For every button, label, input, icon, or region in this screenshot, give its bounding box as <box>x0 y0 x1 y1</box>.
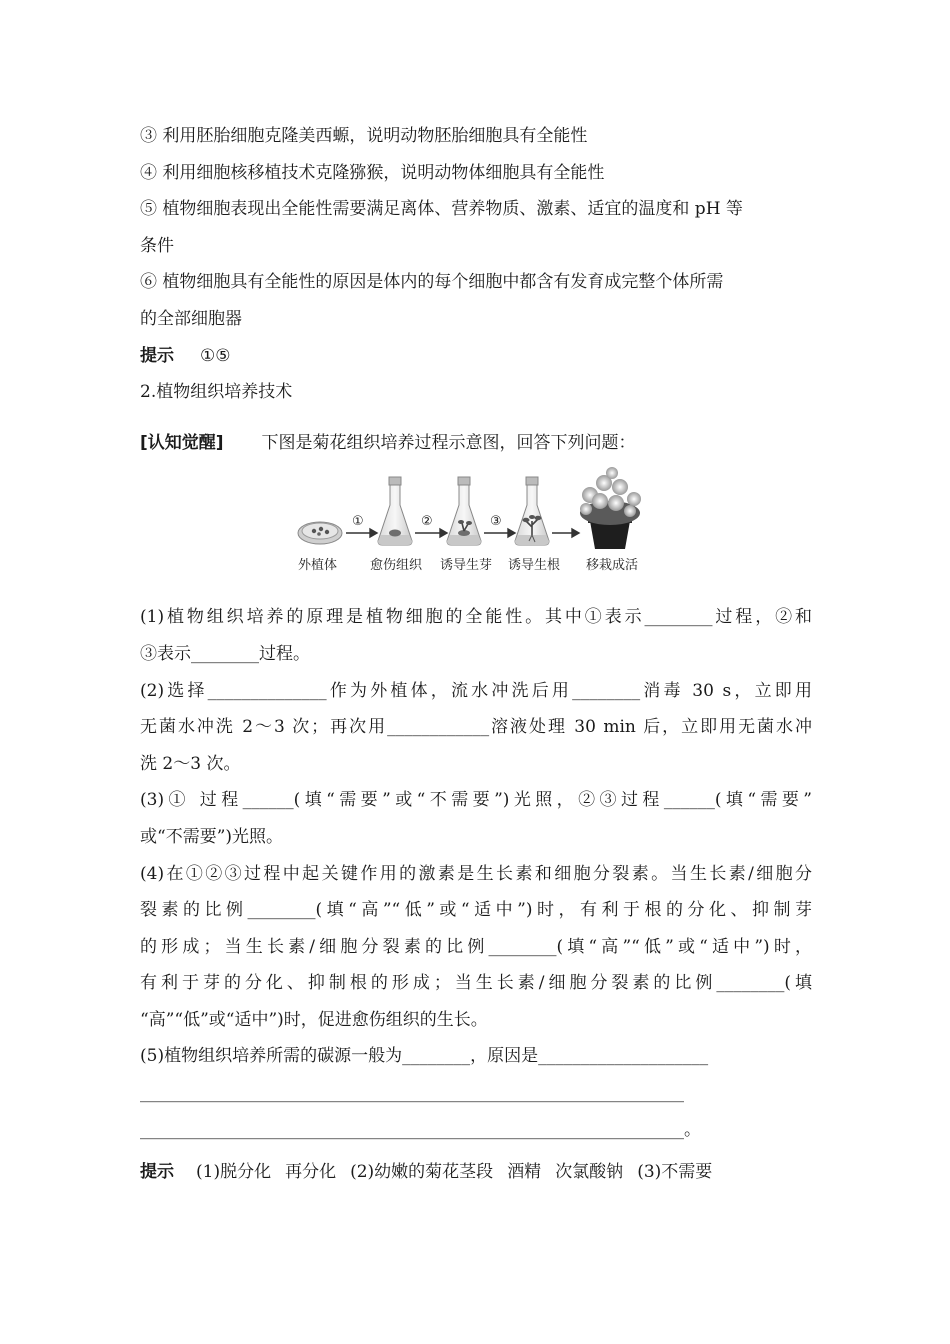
step-label-3: ③ <box>490 514 502 530</box>
label-root: 诱导生根 <box>508 558 561 574</box>
question-2-line3: 洗 2～3 次。 <box>140 753 241 774</box>
question-5-line3: ________________________________________________________________。 <box>140 1119 701 1140</box>
statement-4: ④ 利用细胞核移植技术克隆猕猴，说明动物体细胞具有全能性 <box>140 162 605 183</box>
cognition-text: 下图是菊花组织培养过程示意图，回答下列问题： <box>261 432 636 453</box>
question-2-line1: (2)选择______________作为外植体，流水冲洗后用________消毒 30 s，立即用 <box>140 680 812 701</box>
tip-2-part: 酒精 <box>507 1162 542 1183</box>
step-label-1: ① <box>352 514 364 530</box>
statement-5-line2: 条件 <box>140 235 174 256</box>
document-page <box>140 118 812 1191</box>
statement-6-line1: ⑥ 植物细胞具有全能性的原因是体内的每个细胞中都含有发育成完整个体所需 <box>140 272 724 293</box>
cognition-line <box>140 425 812 462</box>
question-3-line2: 或“不需要”)光照。 <box>140 826 284 847</box>
question-1-line1: (1)植物组织培养的原理是植物细胞的全能性。其中①表示________过程，②和 <box>140 607 812 628</box>
question-2-line2: 无菌水冲洗 2～3 次；再次用____________溶液处理 30 min 后，立即用无菌水冲 <box>140 717 812 738</box>
tip-1-label: 提示 <box>140 345 174 366</box>
potted-chrysanthemum-icon <box>580 467 641 549</box>
statement-5-line1: ⑤ 植物细胞表现出全能性需要满足离体、营养物质、激素、适宜的温度和 pH 等 <box>140 199 743 220</box>
cognition-label: [认知觉醒] <box>140 432 224 453</box>
petri-dish-icon <box>298 522 342 544</box>
tip-2 <box>140 1154 812 1191</box>
flask-callus-icon <box>378 477 412 545</box>
tip-2-part: (2)幼嫩的菊花茎段 <box>350 1162 494 1183</box>
question-4-line5: “高”“低”或“适中”)时，促进愈伤组织的生长。 <box>140 1009 488 1030</box>
question-5-line2: ________________________________________________________________ <box>140 1083 684 1104</box>
step-label-2: ② <box>421 514 433 530</box>
question-1-line2: ③表示________过程。 <box>140 643 310 664</box>
culture-process-svg <box>290 465 670 593</box>
question-4-line3: 的形成；当生长素/细胞分裂素的比例________(填“高”“低”或“适中”)时， <box>140 936 812 957</box>
question-4-line4: 有利于芽的分化、抑制根的形成；当生长素/细胞分裂素的比例________(填 <box>140 973 812 994</box>
flask-root-icon <box>515 477 549 545</box>
label-transplant: 移栽成活 <box>586 558 639 574</box>
tip-2-part: (1)脱分化 <box>196 1162 272 1183</box>
label-shoot: 诱导生芽 <box>440 558 493 574</box>
tip-2-part: 次氯酸钠 <box>555 1162 624 1183</box>
label-callus: 愈伤组织 <box>370 558 423 574</box>
tip-2-label: 提示 <box>140 1162 174 1183</box>
culture-process-figure <box>140 465 812 593</box>
section-2-title: 2.植物组织培养技术 <box>140 382 293 403</box>
tip-1 <box>140 338 812 375</box>
question-5-line1: (5)植物组织培养所需的碳源一般为________，原因是____________________ <box>140 1046 709 1067</box>
question-3-line1: (3)① 过程______(填“需要”或“不需要”)光照，②③过程______(填“需要” <box>140 790 812 811</box>
tip-1-answer: ①⑤ <box>200 345 231 366</box>
question-4-line1: (4)在①②③过程中起关键作用的激素是生长素和细胞分裂素。当生长素/细胞分 <box>140 863 812 884</box>
statement-6-line2: 的全部细胞器 <box>140 308 242 329</box>
flask-shoot-icon <box>447 477 481 545</box>
label-explant: 外植体 <box>298 558 338 574</box>
tip-2-part: (3)不需要 <box>637 1162 713 1183</box>
tip-2-part: 再分化 <box>285 1162 337 1183</box>
statement-3: ③ 利用胚胎细胞克隆美西螈，说明动物胚胎细胞具有全能性 <box>140 126 588 146</box>
question-4-line2: 裂素的比例________(填“高”“低”或“适中”)时，有利于根的分化、抑制芽 <box>140 900 812 921</box>
